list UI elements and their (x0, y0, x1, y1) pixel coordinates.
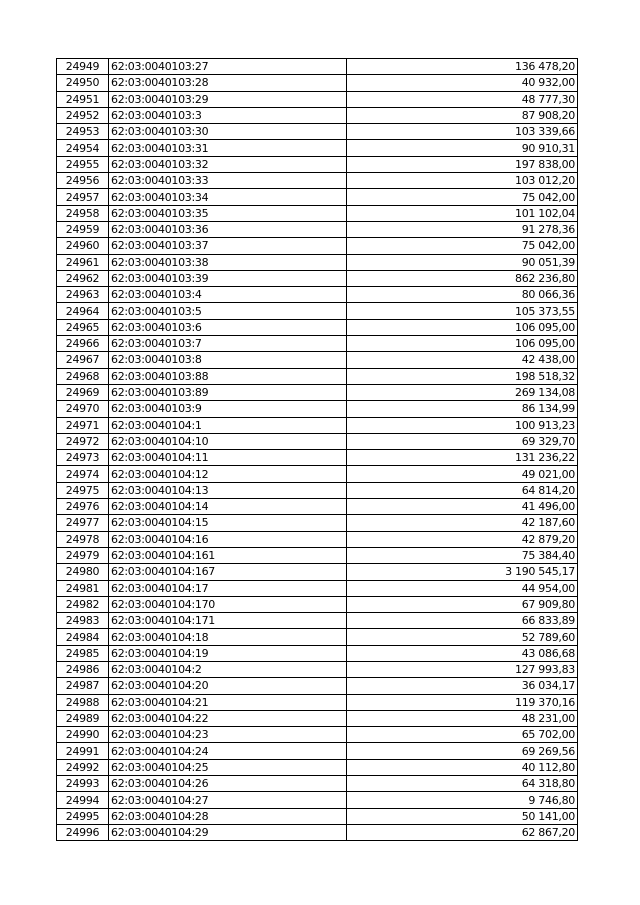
cadastral-value-cell: 862 236,80 (347, 270, 578, 286)
cadastral-number-cell: 62:03:0040104:167 (109, 564, 347, 580)
row-number-cell: 24977 (57, 515, 109, 531)
cadastral-value-cell: 43 086,68 (347, 645, 578, 661)
table-row (57, 205, 578, 221)
table-row (57, 140, 578, 156)
row-number-cell: 24959 (57, 221, 109, 237)
cadastral-value-cell: 91 278,36 (347, 221, 578, 237)
cadastral-number-cell: 62:03:0040104:2 (109, 661, 347, 677)
row-number-cell: 24981 (57, 580, 109, 596)
row-number-cell: 24984 (57, 629, 109, 645)
cadastral-value-cell: 90 910,31 (347, 140, 578, 156)
cadastral-number-cell: 62:03:0040104:19 (109, 645, 347, 661)
cadastral-value-cell: 42 187,60 (347, 515, 578, 531)
table-row (57, 824, 578, 840)
table-row (57, 91, 578, 107)
row-number-cell: 24955 (57, 156, 109, 172)
row-number-cell: 24963 (57, 287, 109, 303)
cadastral-value-cell: 100 913,23 (347, 417, 578, 433)
table-row (57, 368, 578, 384)
table-row (57, 156, 578, 172)
row-number-cell: 24953 (57, 124, 109, 140)
row-number-cell: 24978 (57, 531, 109, 547)
table-row (57, 466, 578, 482)
table-row (57, 515, 578, 531)
row-number-cell: 24988 (57, 694, 109, 710)
row-number-cell: 24995 (57, 808, 109, 824)
table-row (57, 401, 578, 417)
row-number-cell: 24994 (57, 792, 109, 808)
cadastral-value-table (56, 58, 578, 841)
cadastral-number-cell: 62:03:0040104:17 (109, 580, 347, 596)
row-number-cell: 24971 (57, 417, 109, 433)
table-row (57, 694, 578, 710)
row-number-cell: 24950 (57, 75, 109, 91)
cadastral-value-cell: 75 042,00 (347, 238, 578, 254)
cadastral-number-cell: 62:03:0040104:29 (109, 824, 347, 840)
cadastral-value-cell: 103 012,20 (347, 173, 578, 189)
cadastral-number-cell: 62:03:0040104:170 (109, 596, 347, 612)
table-row (57, 727, 578, 743)
cadastral-value-cell: 44 954,00 (347, 580, 578, 596)
cadastral-value-cell: 269 134,08 (347, 384, 578, 400)
row-number-cell: 24979 (57, 547, 109, 563)
row-number-cell: 24973 (57, 450, 109, 466)
row-number-cell: 24974 (57, 466, 109, 482)
cadastral-value-cell: 69 329,70 (347, 433, 578, 449)
table-row (57, 221, 578, 237)
cadastral-value-cell: 40 932,00 (347, 75, 578, 91)
table-body (57, 59, 578, 841)
document-page (56, 58, 577, 841)
cadastral-number-cell: 62:03:0040104:12 (109, 466, 347, 482)
row-number-cell: 24990 (57, 727, 109, 743)
cadastral-value-cell: 119 370,16 (347, 694, 578, 710)
row-number-cell: 24975 (57, 482, 109, 498)
cadastral-value-cell: 41 496,00 (347, 499, 578, 515)
cadastral-number-cell: 62:03:0040103:35 (109, 205, 347, 221)
table-row (57, 450, 578, 466)
table-row (57, 743, 578, 759)
cadastral-value-cell: 49 021,00 (347, 466, 578, 482)
cadastral-number-cell: 62:03:0040103:8 (109, 352, 347, 368)
cadastral-value-cell: 36 034,17 (347, 678, 578, 694)
cadastral-value-cell: 75 042,00 (347, 189, 578, 205)
cadastral-value-cell: 42 438,00 (347, 352, 578, 368)
table-row (57, 710, 578, 726)
row-number-cell: 24993 (57, 776, 109, 792)
cadastral-number-cell: 62:03:0040103:9 (109, 401, 347, 417)
table-row (57, 336, 578, 352)
row-number-cell: 24991 (57, 743, 109, 759)
row-number-cell: 24989 (57, 710, 109, 726)
table-row (57, 547, 578, 563)
cadastral-number-cell: 62:03:0040104:15 (109, 515, 347, 531)
cadastral-number-cell: 62:03:0040103:6 (109, 319, 347, 335)
cadastral-value-cell: 52 789,60 (347, 629, 578, 645)
cadastral-value-cell: 66 833,89 (347, 613, 578, 629)
table-row (57, 499, 578, 515)
row-number-cell: 24996 (57, 824, 109, 840)
cadastral-number-cell: 62:03:0040104:21 (109, 694, 347, 710)
row-number-cell: 24954 (57, 140, 109, 156)
cadastral-value-cell: 127 993,83 (347, 661, 578, 677)
cadastral-number-cell: 62:03:0040103:28 (109, 75, 347, 91)
row-number-cell: 24982 (57, 596, 109, 612)
cadastral-number-cell: 62:03:0040104:1 (109, 417, 347, 433)
cadastral-number-cell: 62:03:0040103:4 (109, 287, 347, 303)
cadastral-value-cell: 106 095,00 (347, 336, 578, 352)
cadastral-value-cell: 64 318,80 (347, 776, 578, 792)
cadastral-number-cell: 62:03:0040104:24 (109, 743, 347, 759)
table-row (57, 645, 578, 661)
table-row (57, 107, 578, 123)
row-number-cell: 24956 (57, 173, 109, 189)
cadastral-number-cell: 62:03:0040104:25 (109, 759, 347, 775)
cadastral-value-cell: 87 908,20 (347, 107, 578, 123)
row-number-cell: 24987 (57, 678, 109, 694)
cadastral-number-cell: 62:03:0040103:31 (109, 140, 347, 156)
table-row (57, 808, 578, 824)
table-row (57, 124, 578, 140)
cadastral-number-cell: 62:03:0040103:88 (109, 368, 347, 384)
table-row (57, 303, 578, 319)
row-number-cell: 24985 (57, 645, 109, 661)
table-row (57, 433, 578, 449)
table-row (57, 661, 578, 677)
cadastral-value-cell: 50 141,00 (347, 808, 578, 824)
cadastral-value-cell: 90 051,39 (347, 254, 578, 270)
cadastral-value-cell: 103 339,66 (347, 124, 578, 140)
cadastral-number-cell: 62:03:0040104:161 (109, 547, 347, 563)
row-number-cell: 24970 (57, 401, 109, 417)
cadastral-number-cell: 62:03:0040103:38 (109, 254, 347, 270)
table-row (57, 270, 578, 286)
cadastral-number-cell: 62:03:0040103:36 (109, 221, 347, 237)
row-number-cell: 24986 (57, 661, 109, 677)
cadastral-value-cell: 65 702,00 (347, 727, 578, 743)
row-number-cell: 24951 (57, 91, 109, 107)
cadastral-value-cell: 75 384,40 (347, 547, 578, 563)
row-number-cell: 24961 (57, 254, 109, 270)
row-number-cell: 24967 (57, 352, 109, 368)
cadastral-number-cell: 62:03:0040103:32 (109, 156, 347, 172)
cadastral-value-cell: 136 478,20 (347, 59, 578, 75)
cadastral-value-cell: 48 777,30 (347, 91, 578, 107)
cadastral-value-cell: 198 518,32 (347, 368, 578, 384)
cadastral-value-cell: 106 095,00 (347, 319, 578, 335)
table-row (57, 59, 578, 75)
cadastral-number-cell: 62:03:0040103:34 (109, 189, 347, 205)
cadastral-value-cell: 80 066,36 (347, 287, 578, 303)
table-row (57, 254, 578, 270)
row-number-cell: 24949 (57, 59, 109, 75)
table-row (57, 629, 578, 645)
table-row (57, 384, 578, 400)
table-row (57, 189, 578, 205)
row-number-cell: 24972 (57, 433, 109, 449)
table-row (57, 678, 578, 694)
table-row (57, 482, 578, 498)
cadastral-number-cell: 62:03:0040104:18 (109, 629, 347, 645)
cadastral-value-cell: 67 909,80 (347, 596, 578, 612)
cadastral-value-cell: 69 269,56 (347, 743, 578, 759)
table-row (57, 792, 578, 808)
cadastral-number-cell: 62:03:0040104:14 (109, 499, 347, 515)
cadastral-number-cell: 62:03:0040103:33 (109, 173, 347, 189)
cadastral-value-cell: 197 838,00 (347, 156, 578, 172)
row-number-cell: 24980 (57, 564, 109, 580)
cadastral-value-cell: 3 190 545,17 (347, 564, 578, 580)
cadastral-number-cell: 62:03:0040103:30 (109, 124, 347, 140)
row-number-cell: 24960 (57, 238, 109, 254)
row-number-cell: 24976 (57, 499, 109, 515)
cadastral-value-cell: 48 231,00 (347, 710, 578, 726)
row-number-cell: 24958 (57, 205, 109, 221)
cadastral-value-cell: 64 814,20 (347, 482, 578, 498)
cadastral-number-cell: 62:03:0040104:28 (109, 808, 347, 824)
cadastral-number-cell: 62:03:0040103:7 (109, 336, 347, 352)
cadastral-number-cell: 62:03:0040104:10 (109, 433, 347, 449)
cadastral-number-cell: 62:03:0040104:22 (109, 710, 347, 726)
cadastral-number-cell: 62:03:0040104:26 (109, 776, 347, 792)
cadastral-number-cell: 62:03:0040103:29 (109, 91, 347, 107)
cadastral-number-cell: 62:03:0040104:13 (109, 482, 347, 498)
row-number-cell: 24969 (57, 384, 109, 400)
table-row (57, 173, 578, 189)
row-number-cell: 24966 (57, 336, 109, 352)
row-number-cell: 24968 (57, 368, 109, 384)
row-number-cell: 24983 (57, 613, 109, 629)
table-row (57, 238, 578, 254)
cadastral-number-cell: 62:03:0040104:11 (109, 450, 347, 466)
table-row (57, 319, 578, 335)
row-number-cell: 24962 (57, 270, 109, 286)
cadastral-number-cell: 62:03:0040103:27 (109, 59, 347, 75)
table-row (57, 776, 578, 792)
cadastral-number-cell: 62:03:0040104:23 (109, 727, 347, 743)
table-row (57, 564, 578, 580)
cadastral-value-cell: 86 134,99 (347, 401, 578, 417)
table-row (57, 759, 578, 775)
cadastral-number-cell: 62:03:0040103:3 (109, 107, 347, 123)
cadastral-value-cell: 9 746,80 (347, 792, 578, 808)
cadastral-number-cell: 62:03:0040103:5 (109, 303, 347, 319)
cadastral-number-cell: 62:03:0040104:16 (109, 531, 347, 547)
cadastral-number-cell: 62:03:0040104:171 (109, 613, 347, 629)
cadastral-number-cell: 62:03:0040104:27 (109, 792, 347, 808)
row-number-cell: 24992 (57, 759, 109, 775)
cadastral-number-cell: 62:03:0040104:20 (109, 678, 347, 694)
cadastral-number-cell: 62:03:0040103:89 (109, 384, 347, 400)
cadastral-value-cell: 42 879,20 (347, 531, 578, 547)
table-row (57, 580, 578, 596)
cadastral-number-cell: 62:03:0040103:39 (109, 270, 347, 286)
row-number-cell: 24957 (57, 189, 109, 205)
cadastral-value-cell: 101 102,04 (347, 205, 578, 221)
cadastral-value-cell: 131 236,22 (347, 450, 578, 466)
row-number-cell: 24952 (57, 107, 109, 123)
table-row (57, 613, 578, 629)
cadastral-value-cell: 62 867,20 (347, 824, 578, 840)
cadastral-number-cell: 62:03:0040103:37 (109, 238, 347, 254)
table-row (57, 596, 578, 612)
row-number-cell: 24965 (57, 319, 109, 335)
table-row (57, 531, 578, 547)
table-row (57, 417, 578, 433)
row-number-cell: 24964 (57, 303, 109, 319)
cadastral-value-cell: 40 112,80 (347, 759, 578, 775)
cadastral-value-cell: 105 373,55 (347, 303, 578, 319)
table-row (57, 75, 578, 91)
table-row (57, 287, 578, 303)
table-row (57, 352, 578, 368)
